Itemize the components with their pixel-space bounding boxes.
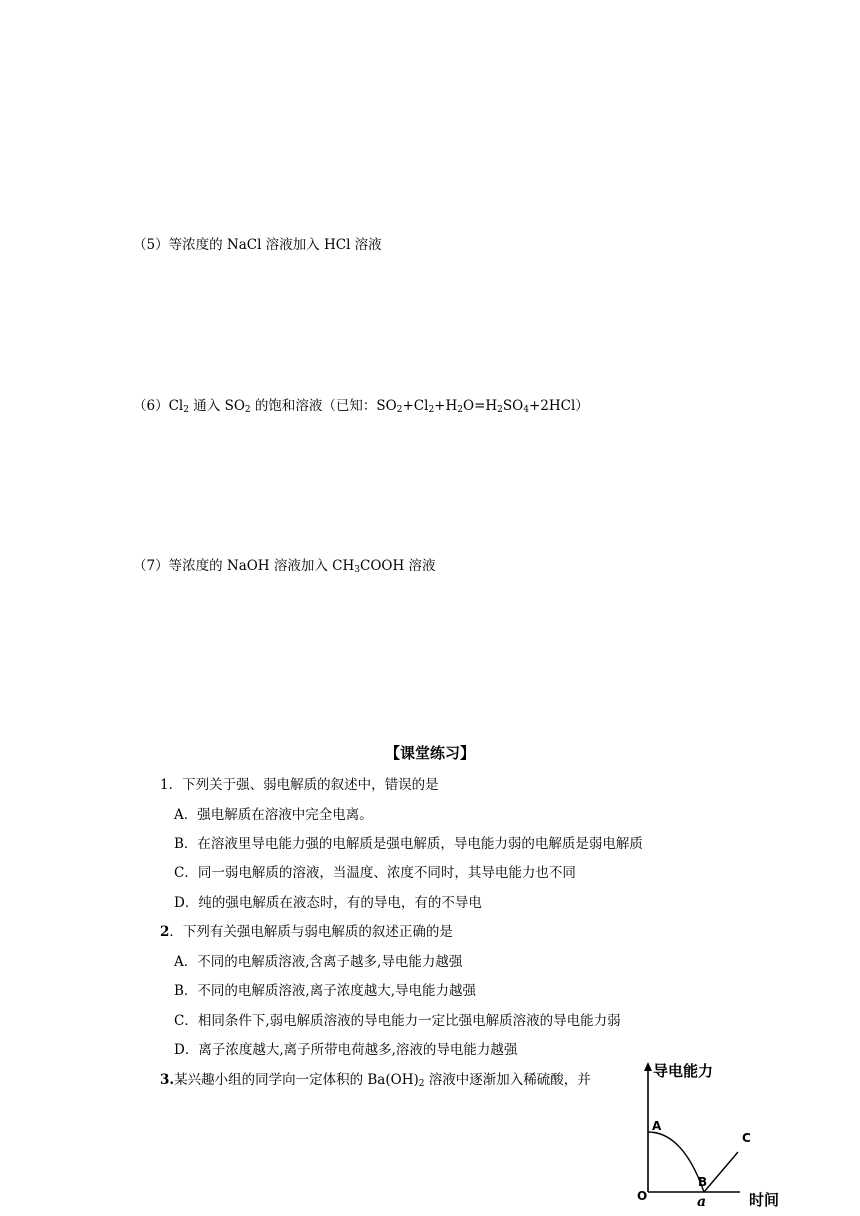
q6-part: SO: [502, 398, 524, 414]
q6-part: 的饱和溶液（已知：SO: [250, 398, 397, 414]
exercise-2-stem: [160, 923, 453, 941]
q6-sub: 2: [428, 405, 435, 415]
y-axis-label: 导电能力: [653, 1062, 714, 1080]
q6-part: （6）Cl: [133, 398, 184, 414]
q6-sub: 2: [244, 405, 251, 415]
point-b-label: B: [698, 1175, 708, 1189]
question-5: [133, 236, 382, 254]
curve-a-to-b: [648, 1132, 704, 1192]
q6-sub: 2: [497, 405, 503, 415]
curve-b-to-c: [704, 1152, 738, 1192]
conductivity-graph: [628, 1062, 788, 1212]
q6-part: 通入 SO: [188, 398, 245, 414]
exercise-1-option-b: B．在溶液里导电能力强的电解质是强电解质，导电能力弱的电解质是弱电解质: [174, 836, 643, 852]
q6-part: O=H: [463, 398, 498, 414]
exercise-1-option-d: D．纯的强电解质在液态时，有的导电，有的不导电: [174, 895, 482, 911]
question-6: [133, 397, 589, 415]
exercise-2-option-b: B．不同的电解质溶液,离子浓度越大,导电能力越强: [174, 983, 477, 999]
q7-sub: 3: [354, 565, 361, 575]
q6-sub: 2: [457, 405, 463, 415]
exercise-1-stem: 1．下列关于强、弱电解质的叙述中，错误的是: [160, 777, 439, 793]
q6-sub: 4: [523, 405, 529, 415]
q6-sub: 2: [396, 405, 403, 415]
exercise-3-text-end: 溶液中逐渐加入稀硫酸，并: [424, 1072, 591, 1088]
q6-part: +Cl: [402, 398, 429, 414]
y-axis-arrow: [644, 1062, 652, 1071]
question-5-text: （5）等浓度的 NaCl 溶液加入 HCl 溶液: [133, 237, 382, 253]
q6-part: +2HCl）: [528, 398, 589, 414]
exercise-2-option-d: D．离子浓度越大,离子所带电荷越多,溶液的导电能力越强: [174, 1042, 518, 1058]
point-a-label: A: [652, 1119, 662, 1133]
exercise-3-number: 3.: [160, 1072, 175, 1088]
question-7: [133, 557, 436, 575]
exercise-3-sub: 2: [418, 1079, 425, 1089]
exercise-3-text: 某兴趣小组的同学向一定体积的 Ba(OH): [174, 1072, 419, 1088]
origin-label: O: [637, 1189, 648, 1203]
exercise-2-text: ．下列有关强电解质与弱电解质的叙述正确的是: [169, 924, 453, 940]
q7-part: （7）等浓度的 NaOH 溶液加入 CH: [133, 558, 355, 574]
exercise-2-option-c: C．相同条件下,弱电解质溶液的导电能力一定比强电解质溶液的导电能力弱: [174, 1013, 621, 1029]
q6-sub: 2: [183, 405, 189, 415]
exercise-1-option-c: C．同一弱电解质的溶液，当温度、浓度不同时，其导电能力也不同: [174, 865, 576, 881]
exercise-2-option-a: A．不同的电解质溶液,含离子越多,导电能力越强: [174, 954, 463, 970]
point-c-label: C: [742, 1131, 751, 1145]
exercise-1-option-a: A．强电解质在溶液中完全电离。: [174, 807, 373, 823]
exercise-2-number: 2: [160, 924, 170, 940]
section-title: 【课堂练习】: [384, 744, 475, 762]
q6-part: +H: [434, 398, 458, 414]
exercise-3-stem: [160, 1071, 591, 1089]
x-axis-label: 时间: [749, 1191, 780, 1209]
x-mark-label: a: [697, 1194, 707, 1210]
q7-part: COOH 溶液: [360, 558, 436, 574]
